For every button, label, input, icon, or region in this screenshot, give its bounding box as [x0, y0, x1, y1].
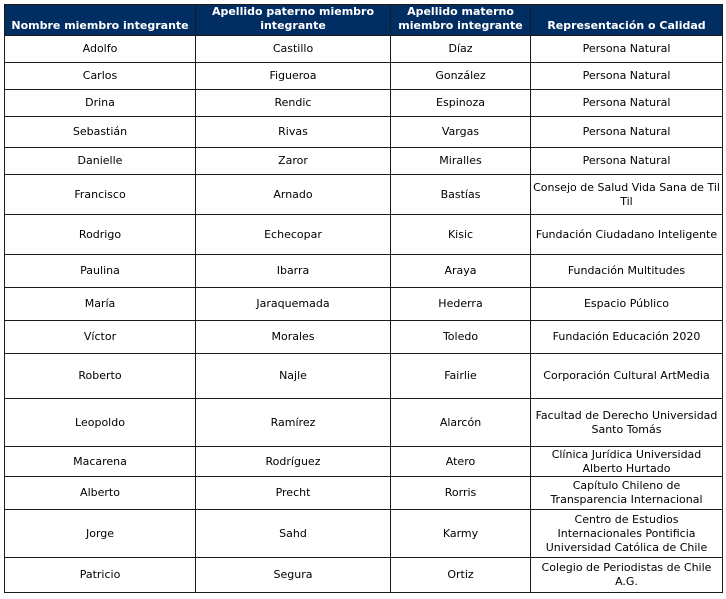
cell-materno: Bastías	[391, 175, 531, 215]
cell-nombre: Paulina	[5, 255, 196, 288]
cell-representacion: Clínica Jurídica Universidad Alberto Hurtado	[531, 447, 723, 477]
table-row	[5, 477, 723, 510]
table-header-row	[5, 5, 723, 36]
table-row	[5, 117, 723, 148]
table-row	[5, 255, 723, 288]
cell-paterno: Precht	[196, 477, 391, 510]
cell-representacion: Capítulo Chileno de Transparencia Internacional	[531, 477, 723, 510]
cell-materno: Espinoza	[391, 90, 531, 117]
cell-materno: Díaz	[391, 36, 531, 63]
cell-nombre: Carlos	[5, 63, 196, 90]
cell-nombre: Rodrigo	[5, 215, 196, 255]
cell-nombre: Jorge	[5, 510, 196, 558]
cell-representacion: Corporación Cultural ArtMedia	[531, 354, 723, 399]
cell-materno: Hederra	[391, 288, 531, 321]
table-row	[5, 63, 723, 90]
cell-nombre: Patricio	[5, 558, 196, 593]
cell-nombre: Drina	[5, 90, 196, 117]
table-row	[5, 175, 723, 215]
cell-paterno: Castillo	[196, 36, 391, 63]
cell-nombre: Danielle	[5, 148, 196, 175]
cell-paterno: Rendic	[196, 90, 391, 117]
cell-representacion: Persona Natural	[531, 63, 723, 90]
cell-paterno: Figueroa	[196, 63, 391, 90]
cell-paterno: Segura	[196, 558, 391, 593]
table-row	[5, 354, 723, 399]
cell-paterno: Arnado	[196, 175, 391, 215]
cell-materno: Karmy	[391, 510, 531, 558]
cell-materno: González	[391, 63, 531, 90]
cell-paterno: Echecopar	[196, 215, 391, 255]
table-row	[5, 321, 723, 354]
cell-materno: Vargas	[391, 117, 531, 148]
cell-paterno: Rivas	[196, 117, 391, 148]
cell-paterno: Sahd	[196, 510, 391, 558]
cell-representacion: Facultad de Derecho Universidad Santo Tomás	[531, 399, 723, 447]
cell-nombre: Francisco	[5, 175, 196, 215]
cell-nombre: Sebastián	[5, 117, 196, 148]
cell-nombre: Roberto	[5, 354, 196, 399]
table-row	[5, 36, 723, 63]
cell-nombre: María	[5, 288, 196, 321]
header-representacion: Representación o Calidad	[531, 5, 723, 36]
cell-representacion: Fundación Ciudadano Inteligente	[531, 215, 723, 255]
cell-materno: Rorris	[391, 477, 531, 510]
cell-representacion: Fundación Educación 2020	[531, 321, 723, 354]
cell-nombre: Leopoldo	[5, 399, 196, 447]
cell-materno: Toledo	[391, 321, 531, 354]
header-apellido-paterno: Apellido paterno miembro integrante	[196, 5, 391, 36]
header-nombre: Nombre miembro integrante	[5, 5, 196, 36]
cell-representacion: Persona Natural	[531, 36, 723, 63]
cell-representacion: Centro de Estudios Internacionales Pontificia Universidad Católica de Chile	[531, 510, 723, 558]
members-table	[4, 4, 723, 593]
table-row	[5, 399, 723, 447]
cell-representacion: Consejo de Salud Vida Sana de Til Til	[531, 175, 723, 215]
cell-representacion: Espacio Público	[531, 288, 723, 321]
table-row	[5, 288, 723, 321]
cell-nombre: Adolfo	[5, 36, 196, 63]
table-row	[5, 447, 723, 477]
cell-materno: Alarcón	[391, 399, 531, 447]
cell-materno: Araya	[391, 255, 531, 288]
cell-paterno: Najle	[196, 354, 391, 399]
cell-representacion: Persona Natural	[531, 117, 723, 148]
cell-paterno: Ramírez	[196, 399, 391, 447]
table-row	[5, 215, 723, 255]
cell-materno: Fairlie	[391, 354, 531, 399]
cell-representacion: Persona Natural	[531, 90, 723, 117]
cell-materno: Atero	[391, 447, 531, 477]
header-apellido-materno: Apellido materno miembro integrante	[391, 5, 531, 36]
cell-paterno: Rodríguez	[196, 447, 391, 477]
cell-representacion: Fundación Multitudes	[531, 255, 723, 288]
cell-representacion: Colegio de Periodistas de Chile A.G.	[531, 558, 723, 593]
cell-paterno: Jaraquemada	[196, 288, 391, 321]
cell-representacion: Persona Natural	[531, 148, 723, 175]
table-row	[5, 510, 723, 558]
table-row	[5, 558, 723, 593]
cell-nombre: Alberto	[5, 477, 196, 510]
cell-paterno: Ibarra	[196, 255, 391, 288]
cell-paterno: Morales	[196, 321, 391, 354]
cell-nombre: Víctor	[5, 321, 196, 354]
table-row	[5, 148, 723, 175]
cell-paterno: Zaror	[196, 148, 391, 175]
cell-nombre: Macarena	[5, 447, 196, 477]
cell-materno: Ortiz	[391, 558, 531, 593]
cell-materno: Kisic	[391, 215, 531, 255]
table-row	[5, 90, 723, 117]
cell-materno: Miralles	[391, 148, 531, 175]
